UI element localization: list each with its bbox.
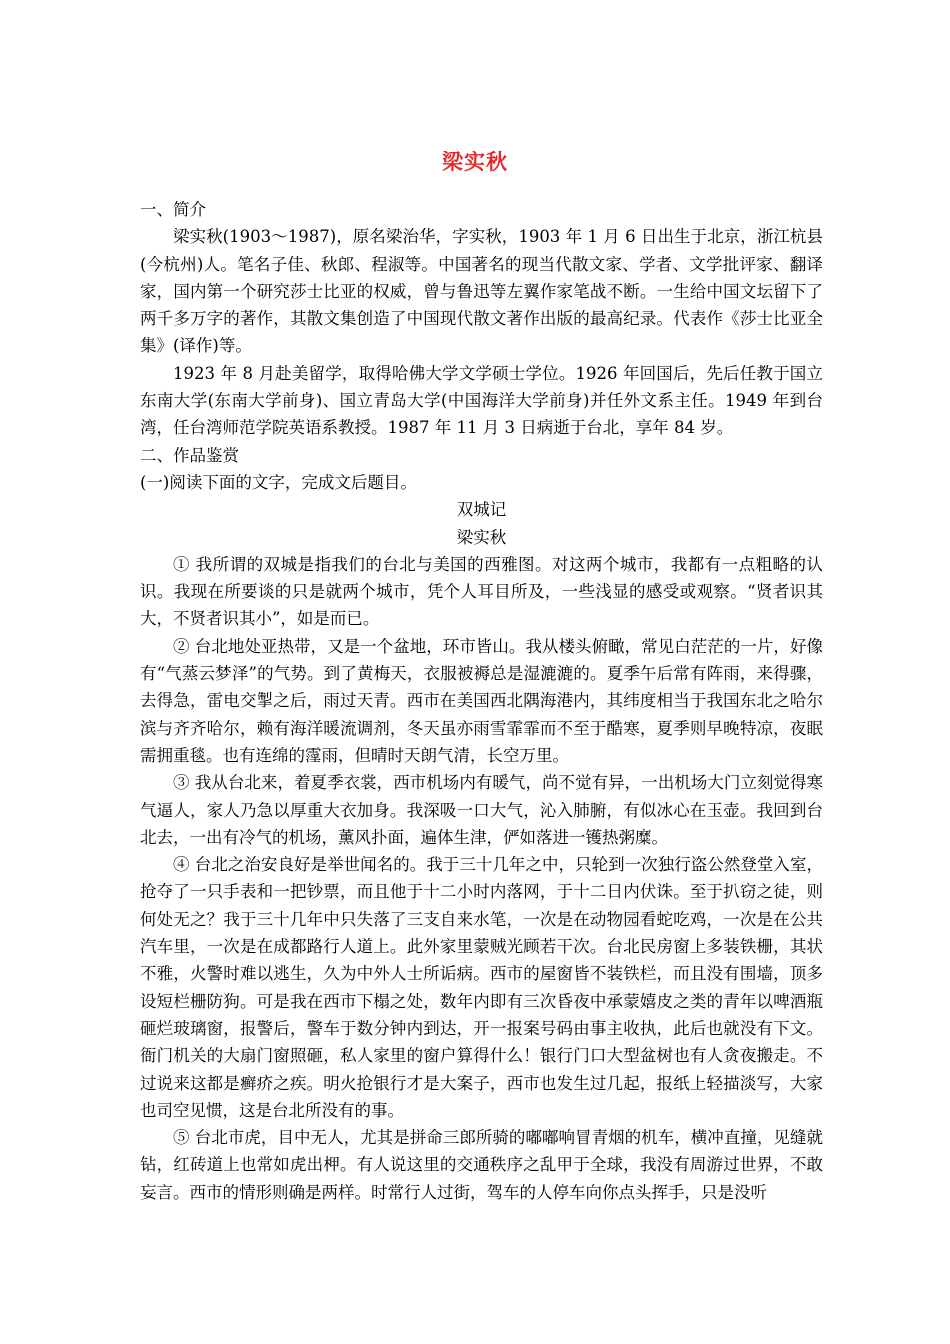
intro-paragraph: 1923 年 8 月赴美留学，取得哈佛大学文学硕士学位。1926 年回国后，先后任教于国立东南大学(东南大学前身)、国立青岛大学(中国海洋大学前身)并任外文系主任。1949 年到台湾，任台湾师范学院英语系教授。1987 年 11 月 3 日病逝于台北，享年 84 岁。: [140, 363, 823, 438]
reading-instruction: (一)阅读下面的文字，完成文后题目。: [140, 472, 417, 492]
essay-paragraph: ④ 台北之治安良好是举世闻名的。我于三十几年之中，只轮到一次独行盗公然登堂入室，抢夺了一只手表和一把钞票，而且他于十二小时内落网，于十二日内伏诛。至于扒窃之徒，则何处无之？我于三十几年中只失落了三支自来水笔，一次是在动物园看蛇吃鸡，一次是在公共汽车里，一次是在成都路行人道上。此外家里蒙贼光顾若干次。台北民房窗上多装铁栅，其状不雅，火警时难以逃生，久为中外人士所诟病。西市的屋窗皆不装铁栏，而且没有围墙，顶多设短栏栅防狗。可是我在西市下榻之处，数年内即有三次昏夜中承蒙嬉皮之类的青年以啤酒瓶砸烂玻璃窗，报警后，警车于数分钟内到达，开一报案号码由事主收执，此后也就没有下文。衙门机关的大扇门窗照砸，私人家里的窗户算得什么！银行门口大型盆树也有人贪夜搬走。不过说来这都是癣疥之疾。明火抢银行才是大案子，西市也发生过几起，报纸上轻描淡写，大家也司空见惯，这是台北所没有的事。: [140, 855, 823, 1120]
essay-paragraph: ① 我所谓的双城是指我们的台北与美国的西雅图。对这两个城市，我都有一点粗略的认识。我现在所要谈的只是就两个城市，凭个人耳目所及，一些浅显的感受或观察。“贤者识其大，不贤者识其小”，如是而已。: [140, 554, 823, 629]
essay-paragraph: ③ 我从台北来，着夏季衣裳，西市机场内有暖气，尚不觉有异，一出机场大门立刻觉得寒气逼人，家人乃急以厚重大衣加身。我深吸一口大气，沁入肺腑，有似冰心在玉壶。我回到台北去，一出有冷气的机场，薰风扑面，遍体生津，俨如落进一镬热粥糜。: [140, 773, 823, 847]
essay-paragraph: ⑤ 台北市虎，目中无人，尤其是拼命三郎所骑的嘟嘟响冒青烟的机车，横冲直撞，见缝就钻，红砖道上也常如虎出柙。有人说这里的交通秩序之乱甲于全球，我没有周游过世界，不敢妄言。西市的情形则确是两样。时常行人过街，驾车的人停车向你点头挥手，只是没听: [140, 1128, 823, 1202]
essay-author: 梁实秋: [456, 527, 507, 547]
section-heading-appreciation: 二、作品鉴赏: [140, 445, 239, 465]
section-heading-intro: 一、简介: [140, 200, 206, 219]
essay-paragraph: ② 台北地处亚热带，又是一个盆地，环市皆山。我从楼头俯瞰，常见白茫茫的一片，好像有“气蒸云梦泽”的气势。到了黄梅天，衣服被褥总是湿漉漉的。夏季午后常有阵雨，来得骤，去得急，雷电交掣之后，雨过天青。西市在美国西北隅海港内，其纬度相当于我国东北之哈尔滨与齐齐哈尔，赖有海洋暖流调剂，冬天虽亦雨雪霏霏而不至于酷寒，夏季则早晚特凉，夜眠需拥重毯。也有连绵的霪雨，但晴时天朗气清，长空万里。: [140, 636, 823, 765]
intro-paragraph: 梁实秋(1903～1987)，原名梁治华，字实秋，1903 年 1 月 6 日出生于北京，浙江杭县(今杭州)人。笔名子佳、秋郎、程淑等。中国著名的现当代散文家、学者、文学批评家、翻译家，国内第一个研究莎士比亚的权威，曾与鲁迅等左翼作家笔战不断。一生给中国文坛留下了两千多万字的著作，其散文集创造了中国现代散文著作出版的最高纪录。代表作《莎士比亚全集》(译作)等。: [140, 227, 823, 356]
page-title: 梁实秋: [442, 150, 508, 174]
document-body: [140, 196, 823, 1206]
essay-title: 双城记: [456, 500, 507, 520]
